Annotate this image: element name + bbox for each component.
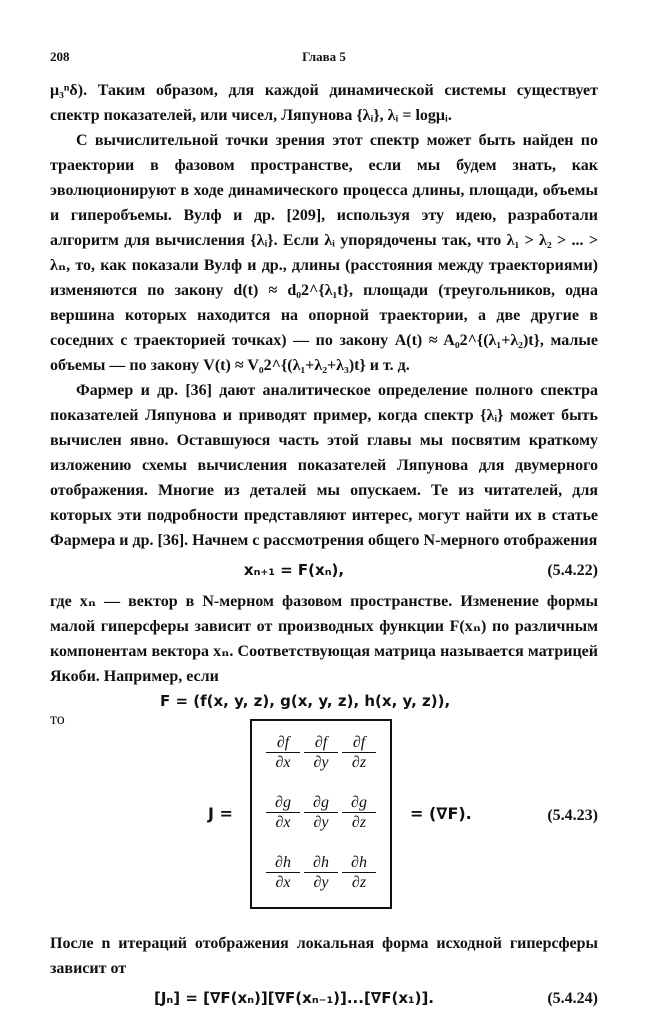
paragraph-4: где xₙ — вектор в N-мерном фазовом пространстве. Изменение формы малой гиперсферы зависит от производных функции F(xₙ) по различным компонентам вектора xₙ. Соответствующая матрица называется матрицей Якоби. Например, если xyxy=(50,593,598,685)
matrix-entry: $\frac{\partial h}{\partial x}$ xyxy=(266,853,300,892)
matrix-entry: $\frac{\partial f}{\partial x}$ xyxy=(266,733,300,772)
matrix-entry: $\frac{\partial h}{\partial z}$ xyxy=(342,853,376,892)
equation-5-4-22 xyxy=(50,553,598,589)
matrix-entry: $\frac{\partial g}{\partial z}$ xyxy=(342,793,376,832)
page-header xyxy=(50,44,598,64)
jacobian-lhs: J = xyxy=(208,804,233,823)
equation-5-4-24 xyxy=(50,981,598,1017)
paragraph-2: С вычислительной точки зрения этот спектр может быть найден по траектории в фазовом пространстве, если мы будем знать, как эволюционируют в ходе динамического процесса длины, площади, объемы и гиперобъемы. Вулф и др. [209], используя эту идею, разработали алгоритм для вычисления {λᵢ}. Если λᵢ упорядочены так, что λ₁ > λ₂ > ... > λₙ, то, как показали Вулф и др., длины (расстояния между траекториями) изменяются по закону d(t) ≈ d₀2^{λ₁t}, площади (треугольников, одна вершина которых находится на опорной траектории, а две другие в соседних с траекторией точках) — по закону A(t) ≈ A₀2^{(λ₁+λ₂)t}, малые объемы — по закону V(t) ≈ V₀2^{(λ₁+λ₂+λ₃)t} и т. д. xyxy=(50,132,598,374)
equation-text: xₙ₊₁ = F(xₙ), xyxy=(243,561,345,579)
chapter-title: Глава 5 xyxy=(302,49,346,64)
equation-text: [Jₙ] = [∇F(xₙ)][∇F(xₙ₋₁)]...[∇F(x₁)]. xyxy=(153,989,435,1007)
to-word: то xyxy=(50,711,65,728)
paragraph-1: μ₃ⁿδ). Таким образом, для каждой динамической системы существует спектр показателей, или чисел, Ляпунова {λᵢ}, λᵢ = logμᵢ. xyxy=(50,82,598,124)
matrix-entry: $\frac{\partial g}{\partial y}$ xyxy=(304,793,338,832)
matrix-entry: $\frac{\partial g}{\partial x}$ xyxy=(266,793,300,832)
matrix-entry: $\frac{\partial f}{\partial z}$ xyxy=(342,733,376,772)
page-number: 208 xyxy=(50,49,70,64)
function-definition-text: F = (f(x, y, z), g(x, y, z), h(x, y, z)), xyxy=(160,692,451,710)
jacobian-matrix xyxy=(250,719,392,909)
function-definition xyxy=(50,689,598,728)
equation-number: (5.4.23) xyxy=(547,807,598,824)
equation-number: (5.4.24) xyxy=(547,990,598,1007)
equation-number: (5.4.22) xyxy=(547,562,598,579)
paragraph-3: Фармер и др. [36] дают аналитическое определение полного спектра показателей Ляпунова и приводят пример, когда спектр {λᵢ} может быть вычислен явно. Оставшуюся часть этой главы мы посвятим краткому изложению схемы вычисления показателей Ляпунова для двумерного отображения. Многие из деталей мы опускаем. Те из читателей, для которых эти подробности представляют интерес, могут найти их в статье Фармера и др. [36]. Начнем с рассмотрения общего N-мерного отображения xyxy=(50,382,598,549)
page-body xyxy=(50,78,598,1017)
matrix-entry: $\frac{\partial f}{\partial y}$ xyxy=(304,733,338,772)
jacobian-rhs: = (∇F). xyxy=(410,804,472,823)
paragraph-5: После n итераций отображения локальная форма исходной гиперсферы зависит от xyxy=(50,935,598,977)
matrix-entry: $\frac{\partial h}{\partial y}$ xyxy=(304,853,338,892)
jacobian-equation xyxy=(50,719,598,913)
